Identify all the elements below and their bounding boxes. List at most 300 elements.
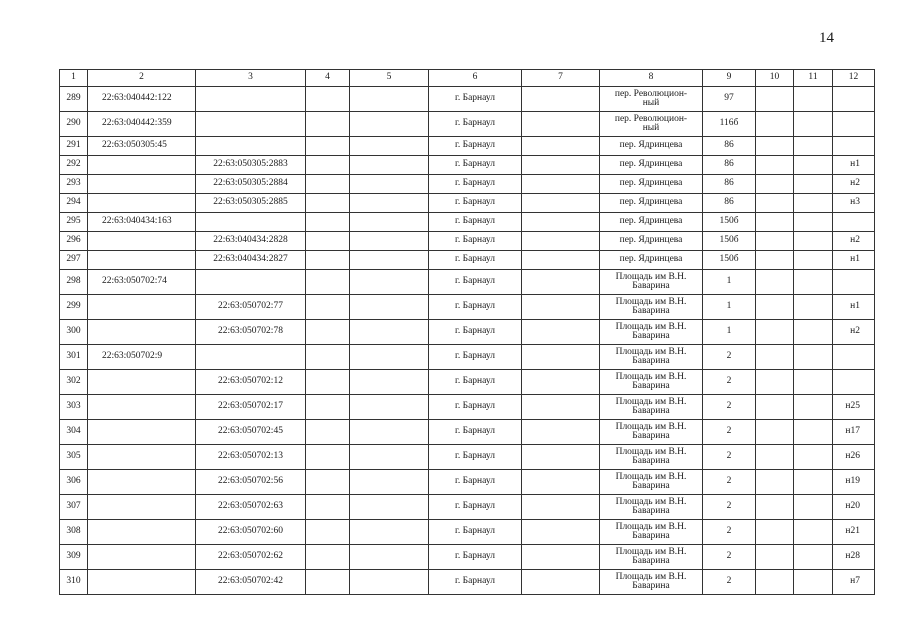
col10-cell	[756, 470, 794, 495]
house-number-cell: 2	[703, 420, 756, 445]
col7-cell	[522, 194, 600, 213]
table-row	[60, 194, 875, 213]
city-cell: г. Барнаул	[429, 345, 522, 370]
table-row	[60, 87, 875, 112]
col4-cell	[306, 213, 350, 232]
col5-cell	[350, 470, 429, 495]
row-number-cell: 305	[60, 445, 88, 470]
page-number: 14	[819, 30, 834, 46]
cadastral-parcel-cell: 22:63:040442:122	[88, 87, 196, 112]
row-number-cell: 310	[60, 570, 88, 595]
house-number-cell: 1	[703, 295, 756, 320]
row-number-cell: 309	[60, 545, 88, 570]
col11-cell	[794, 420, 833, 445]
col10-cell	[756, 194, 794, 213]
col5-cell	[350, 570, 429, 595]
column-header: 2	[88, 70, 196, 87]
cadastral-building-cell: 22:63:050702:12	[196, 370, 306, 395]
col11-cell	[794, 87, 833, 112]
cadastral-building-cell	[196, 87, 306, 112]
premises-cell: н1	[833, 156, 875, 175]
col4-cell	[306, 320, 350, 345]
col7-cell	[522, 175, 600, 194]
cadastral-building-cell: 22:63:050702:77	[196, 295, 306, 320]
city-cell: г. Барнаул	[429, 112, 522, 137]
premises-cell	[833, 270, 875, 295]
col4-cell	[306, 395, 350, 420]
col10-cell	[756, 320, 794, 345]
column-header: 1	[60, 70, 88, 87]
city-cell: г. Барнаул	[429, 495, 522, 520]
col11-cell	[794, 545, 833, 570]
col11-cell	[794, 395, 833, 420]
cadastral-building-cell	[196, 137, 306, 156]
street-cell: Площадь им В.Н. Баварина	[600, 470, 703, 495]
house-number-cell: 150б	[703, 232, 756, 251]
cadastral-building-cell: 22:63:050702:60	[196, 520, 306, 545]
street-cell: Площадь им В.Н. Баварина	[600, 270, 703, 295]
row-number-cell: 303	[60, 395, 88, 420]
street-cell: пер. Революцион- ный	[600, 87, 703, 112]
city-cell: г. Барнаул	[429, 232, 522, 251]
col11-cell	[794, 345, 833, 370]
house-number-cell: 86	[703, 137, 756, 156]
cadastral-building-cell: 22:63:040434:2828	[196, 232, 306, 251]
cadastral-building-cell: 22:63:050702:42	[196, 570, 306, 595]
col7-cell	[522, 112, 600, 137]
col11-cell	[794, 232, 833, 251]
col5-cell	[350, 213, 429, 232]
city-cell: г. Барнаул	[429, 470, 522, 495]
col10-cell	[756, 420, 794, 445]
col11-cell	[794, 175, 833, 194]
street-cell: пер. Ядринцева	[600, 194, 703, 213]
cadastral-parcel-cell: 22:63:040442:359	[88, 112, 196, 137]
street-cell: пер. Революцион- ный	[600, 112, 703, 137]
cadastral-parcel-cell	[88, 295, 196, 320]
col4-cell	[306, 545, 350, 570]
city-cell: г. Барнаул	[429, 194, 522, 213]
col10-cell	[756, 270, 794, 295]
street-cell: Площадь им В.Н. Баварина	[600, 520, 703, 545]
col7-cell	[522, 495, 600, 520]
column-header: 7	[522, 70, 600, 87]
table-row	[60, 112, 875, 137]
cadastral-parcel-cell: 22:63:040434:163	[88, 213, 196, 232]
col5-cell	[350, 270, 429, 295]
row-number-cell: 297	[60, 251, 88, 270]
register-table	[59, 69, 875, 595]
col4-cell	[306, 420, 350, 445]
table-row	[60, 270, 875, 295]
city-cell: г. Барнаул	[429, 370, 522, 395]
city-cell: г. Барнаул	[429, 156, 522, 175]
city-cell: г. Барнаул	[429, 295, 522, 320]
col10-cell	[756, 545, 794, 570]
premises-cell: н1	[833, 251, 875, 270]
col4-cell	[306, 295, 350, 320]
col5-cell	[350, 87, 429, 112]
column-header: 11	[794, 70, 833, 87]
col7-cell	[522, 137, 600, 156]
col5-cell	[350, 545, 429, 570]
table-row	[60, 175, 875, 194]
cadastral-parcel-cell	[88, 320, 196, 345]
col7-cell	[522, 370, 600, 395]
cadastral-building-cell: 22:63:050702:56	[196, 470, 306, 495]
col7-cell	[522, 295, 600, 320]
house-number-cell: 2	[703, 570, 756, 595]
col4-cell	[306, 137, 350, 156]
col7-cell	[522, 445, 600, 470]
house-number-cell: 150б	[703, 213, 756, 232]
col10-cell	[756, 370, 794, 395]
table-row	[60, 320, 875, 345]
col5-cell	[350, 251, 429, 270]
premises-cell: н20	[833, 495, 875, 520]
table-row	[60, 570, 875, 595]
premises-cell	[833, 213, 875, 232]
row-number-cell: 295	[60, 213, 88, 232]
row-number-cell: 291	[60, 137, 88, 156]
city-cell: г. Барнаул	[429, 320, 522, 345]
col5-cell	[350, 156, 429, 175]
col10-cell	[756, 137, 794, 156]
cadastral-building-cell	[196, 112, 306, 137]
col11-cell	[794, 320, 833, 345]
column-header: 8	[600, 70, 703, 87]
col11-cell	[794, 495, 833, 520]
row-number-cell: 294	[60, 194, 88, 213]
col7-cell	[522, 156, 600, 175]
col10-cell	[756, 570, 794, 595]
house-number-cell: 2	[703, 395, 756, 420]
col7-cell	[522, 470, 600, 495]
col10-cell	[756, 213, 794, 232]
col10-cell	[756, 87, 794, 112]
table-row	[60, 395, 875, 420]
cadastral-parcel-cell	[88, 570, 196, 595]
row-number-cell: 293	[60, 175, 88, 194]
col10-cell	[756, 112, 794, 137]
col10-cell	[756, 395, 794, 420]
col10-cell	[756, 295, 794, 320]
col7-cell	[522, 320, 600, 345]
city-cell: г. Барнаул	[429, 270, 522, 295]
cadastral-parcel-cell	[88, 156, 196, 175]
house-number-cell: 86	[703, 156, 756, 175]
street-cell: Площадь им В.Н. Баварина	[600, 495, 703, 520]
row-number-cell: 292	[60, 156, 88, 175]
table-row	[60, 345, 875, 370]
house-number-cell: 116б	[703, 112, 756, 137]
cadastral-building-cell	[196, 270, 306, 295]
cadastral-parcel-cell	[88, 232, 196, 251]
col7-cell	[522, 270, 600, 295]
column-header: 9	[703, 70, 756, 87]
table-row	[60, 137, 875, 156]
col5-cell	[350, 320, 429, 345]
col10-cell	[756, 251, 794, 270]
table-row	[60, 370, 875, 395]
table-row	[60, 420, 875, 445]
house-number-cell: 2	[703, 345, 756, 370]
cadastral-building-cell: 22:63:050305:2884	[196, 175, 306, 194]
city-cell: г. Барнаул	[429, 251, 522, 270]
house-number-cell: 2	[703, 495, 756, 520]
table-row	[60, 251, 875, 270]
cadastral-parcel-cell	[88, 251, 196, 270]
city-cell: г. Барнаул	[429, 137, 522, 156]
city-cell: г. Барнаул	[429, 87, 522, 112]
table-row	[60, 213, 875, 232]
table-row	[60, 470, 875, 495]
col5-cell	[350, 495, 429, 520]
cadastral-building-cell: 22:63:050702:17	[196, 395, 306, 420]
house-number-cell: 2	[703, 520, 756, 545]
city-cell: г. Барнаул	[429, 445, 522, 470]
col5-cell	[350, 137, 429, 156]
row-number-cell: 302	[60, 370, 88, 395]
row-number-cell: 307	[60, 495, 88, 520]
row-number-cell: 300	[60, 320, 88, 345]
col10-cell	[756, 520, 794, 545]
house-number-cell: 2	[703, 370, 756, 395]
premises-cell: н26	[833, 445, 875, 470]
col5-cell	[350, 420, 429, 445]
col5-cell	[350, 520, 429, 545]
row-number-cell: 299	[60, 295, 88, 320]
col11-cell	[794, 270, 833, 295]
premises-cell: н19	[833, 470, 875, 495]
col7-cell	[522, 213, 600, 232]
street-cell: Площадь им В.Н. Баварина	[600, 395, 703, 420]
col11-cell	[794, 213, 833, 232]
cadastral-parcel-cell	[88, 395, 196, 420]
col5-cell	[350, 112, 429, 137]
col11-cell	[794, 570, 833, 595]
table-row	[60, 495, 875, 520]
cadastral-parcel-cell	[88, 470, 196, 495]
cadastral-parcel-cell	[88, 445, 196, 470]
street-cell: пер. Ядринцева	[600, 175, 703, 194]
column-header: 3	[196, 70, 306, 87]
col7-cell	[522, 570, 600, 595]
column-header-row	[60, 70, 875, 87]
col7-cell	[522, 251, 600, 270]
row-number-cell: 306	[60, 470, 88, 495]
cadastral-parcel-cell	[88, 194, 196, 213]
premises-cell: н1	[833, 295, 875, 320]
city-cell: г. Барнаул	[429, 570, 522, 595]
premises-cell	[833, 137, 875, 156]
table-row	[60, 445, 875, 470]
cadastral-parcel-cell	[88, 175, 196, 194]
col5-cell	[350, 295, 429, 320]
row-number-cell: 289	[60, 87, 88, 112]
city-cell: г. Барнаул	[429, 545, 522, 570]
cadastral-parcel-cell	[88, 495, 196, 520]
premises-cell: н7	[833, 570, 875, 595]
row-number-cell: 298	[60, 270, 88, 295]
cadastral-building-cell: 22:63:050305:2885	[196, 194, 306, 213]
col5-cell	[350, 445, 429, 470]
col11-cell	[794, 137, 833, 156]
col4-cell	[306, 345, 350, 370]
col7-cell	[522, 87, 600, 112]
street-cell: Площадь им В.Н. Баварина	[600, 545, 703, 570]
street-cell: пер. Ядринцева	[600, 213, 703, 232]
street-cell: Площадь им В.Н. Баварина	[600, 445, 703, 470]
col4-cell	[306, 251, 350, 270]
cadastral-parcel-cell	[88, 370, 196, 395]
col10-cell	[756, 345, 794, 370]
cadastral-building-cell	[196, 213, 306, 232]
cadastral-building-cell: 22:63:050305:2883	[196, 156, 306, 175]
cadastral-building-cell: 22:63:050702:45	[196, 420, 306, 445]
house-number-cell: 97	[703, 87, 756, 112]
column-header: 5	[350, 70, 429, 87]
col11-cell	[794, 295, 833, 320]
col11-cell	[794, 520, 833, 545]
col4-cell	[306, 156, 350, 175]
col4-cell	[306, 87, 350, 112]
row-number-cell: 296	[60, 232, 88, 251]
cadastral-building-cell: 22:63:050702:78	[196, 320, 306, 345]
street-cell: пер. Ядринцева	[600, 137, 703, 156]
house-number-cell: 86	[703, 194, 756, 213]
house-number-cell: 1	[703, 320, 756, 345]
col4-cell	[306, 175, 350, 194]
cadastral-building-cell: 22:63:050702:62	[196, 545, 306, 570]
premises-cell	[833, 87, 875, 112]
street-cell: пер. Ядринцева	[600, 251, 703, 270]
col11-cell	[794, 470, 833, 495]
col4-cell	[306, 270, 350, 295]
col11-cell	[794, 112, 833, 137]
street-cell: Площадь им В.Н. Баварина	[600, 420, 703, 445]
col10-cell	[756, 495, 794, 520]
premises-cell: н2	[833, 232, 875, 251]
house-number-cell: 1	[703, 270, 756, 295]
house-number-cell: 2	[703, 470, 756, 495]
cadastral-parcel-cell	[88, 545, 196, 570]
street-cell: Площадь им В.Н. Баварина	[600, 345, 703, 370]
city-cell: г. Барнаул	[429, 175, 522, 194]
street-cell: Площадь им В.Н. Баварина	[600, 295, 703, 320]
col5-cell	[350, 194, 429, 213]
row-number-cell: 304	[60, 420, 88, 445]
col5-cell	[350, 345, 429, 370]
row-number-cell: 290	[60, 112, 88, 137]
col4-cell	[306, 194, 350, 213]
table-row	[60, 520, 875, 545]
city-cell: г. Барнаул	[429, 420, 522, 445]
cadastral-parcel-cell: 22:63:050702:9	[88, 345, 196, 370]
col11-cell	[794, 194, 833, 213]
col4-cell	[306, 470, 350, 495]
city-cell: г. Барнаул	[429, 520, 522, 545]
street-cell: Площадь им В.Н. Баварина	[600, 570, 703, 595]
table-body	[60, 70, 875, 595]
col7-cell	[522, 420, 600, 445]
col11-cell	[794, 251, 833, 270]
street-cell: Площадь им В.Н. Баварина	[600, 320, 703, 345]
col4-cell	[306, 232, 350, 251]
table-row	[60, 545, 875, 570]
table-row	[60, 232, 875, 251]
col10-cell	[756, 156, 794, 175]
col11-cell	[794, 156, 833, 175]
premises-cell: н3	[833, 194, 875, 213]
col10-cell	[756, 175, 794, 194]
premises-cell: н2	[833, 320, 875, 345]
premises-cell: н25	[833, 395, 875, 420]
col7-cell	[522, 545, 600, 570]
premises-cell: н2	[833, 175, 875, 194]
cadastral-building-cell	[196, 345, 306, 370]
col10-cell	[756, 232, 794, 251]
col11-cell	[794, 370, 833, 395]
street-cell: Площадь им В.Н. Баварина	[600, 370, 703, 395]
col5-cell	[350, 395, 429, 420]
cadastral-parcel-cell: 22:63:050305:45	[88, 137, 196, 156]
col4-cell	[306, 112, 350, 137]
column-header: 6	[429, 70, 522, 87]
col5-cell	[350, 232, 429, 251]
premises-cell	[833, 345, 875, 370]
house-number-cell: 86	[703, 175, 756, 194]
col4-cell	[306, 445, 350, 470]
col7-cell	[522, 345, 600, 370]
table-row	[60, 156, 875, 175]
column-header: 12	[833, 70, 875, 87]
cadastral-parcel-cell: 22:63:050702:74	[88, 270, 196, 295]
col7-cell	[522, 395, 600, 420]
house-number-cell: 2	[703, 545, 756, 570]
premises-cell	[833, 112, 875, 137]
col4-cell	[306, 495, 350, 520]
col11-cell	[794, 445, 833, 470]
col5-cell	[350, 175, 429, 194]
cadastral-parcel-cell	[88, 420, 196, 445]
cadastral-building-cell: 22:63:040434:2827	[196, 251, 306, 270]
premises-cell	[833, 370, 875, 395]
street-cell: пер. Ядринцева	[600, 232, 703, 251]
premises-cell: н21	[833, 520, 875, 545]
house-number-cell: 2	[703, 445, 756, 470]
cadastral-building-cell: 22:63:050702:63	[196, 495, 306, 520]
cadastral-building-cell: 22:63:050702:13	[196, 445, 306, 470]
column-header: 4	[306, 70, 350, 87]
col4-cell	[306, 520, 350, 545]
col5-cell	[350, 370, 429, 395]
cadastral-parcel-cell	[88, 520, 196, 545]
row-number-cell: 308	[60, 520, 88, 545]
col7-cell	[522, 232, 600, 251]
col10-cell	[756, 445, 794, 470]
street-cell: пер. Ядринцева	[600, 156, 703, 175]
col4-cell	[306, 370, 350, 395]
column-header: 10	[756, 70, 794, 87]
city-cell: г. Барнаул	[429, 395, 522, 420]
premises-cell: н17	[833, 420, 875, 445]
col4-cell	[306, 570, 350, 595]
premises-cell: н28	[833, 545, 875, 570]
row-number-cell: 301	[60, 345, 88, 370]
house-number-cell: 150б	[703, 251, 756, 270]
table-row	[60, 295, 875, 320]
